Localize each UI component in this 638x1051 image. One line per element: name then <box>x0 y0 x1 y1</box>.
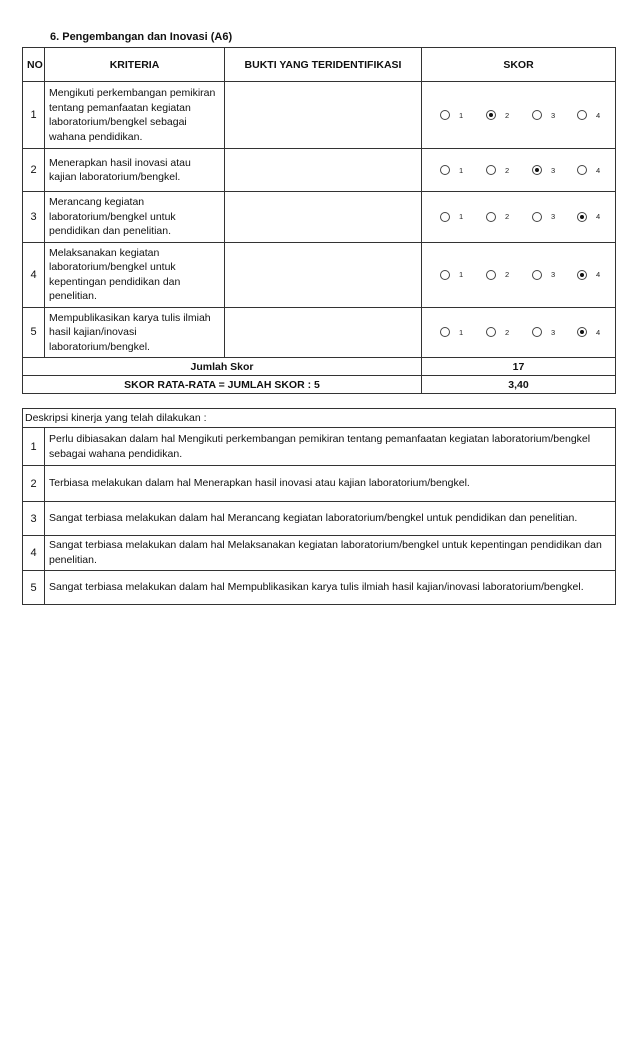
total-score-label: Jumlah Skor <box>23 358 422 376</box>
radio-button[interactable] <box>440 327 450 337</box>
score-option-label: 3 <box>551 270 556 279</box>
score-option-1[interactable] <box>440 110 463 120</box>
score-option-label: 3 <box>551 327 556 337</box>
score-option-1[interactable] <box>440 270 463 280</box>
score-option-3[interactable] <box>532 327 555 337</box>
table-row <box>23 82 616 149</box>
score-option-4[interactable] <box>577 165 600 175</box>
criteria-text: Merancang kegiatan laboratorium/bengkel untuk pendidikan dan penelitian. <box>45 192 225 243</box>
score-option-2[interactable] <box>486 212 509 222</box>
average-score-row <box>23 376 616 394</box>
section-title: 6. Pengembangan dan Inovasi (A6) <box>50 31 233 43</box>
score-option-3[interactable] <box>532 270 555 280</box>
description-row <box>23 536 616 571</box>
score-option-label: 4 <box>596 327 601 337</box>
score-option-label: 4 <box>596 165 601 175</box>
score-option-label: 2 <box>505 212 510 222</box>
description-text: Sangat terbiasa melakukan dalam hal Mempublikasikan karya tulis ilmiah hasil kajian/inovasi laboratorium/bengkel. <box>45 571 616 605</box>
description-row <box>23 571 616 605</box>
score-option-label: 1 <box>459 270 464 279</box>
criteria-text: Menerapkan hasil inovasi atau kajian laboratorium/bengkel. <box>45 149 225 192</box>
table-header-row <box>23 48 616 82</box>
score-option-2[interactable] <box>486 270 509 280</box>
description-text: Terbiasa melakukan dalam hal Menerapkan hasil inovasi atau kajian laboratorium/bengkel. <box>45 466 616 502</box>
row-number: 2 <box>23 149 45 192</box>
score-option-2[interactable] <box>486 165 509 175</box>
radio-button[interactable] <box>486 110 496 120</box>
radio-button[interactable] <box>577 110 587 120</box>
score-option-label: 4 <box>596 212 601 222</box>
table-row <box>23 149 616 192</box>
row-number: 4 <box>23 242 45 307</box>
radio-button[interactable] <box>440 110 450 120</box>
score-option-label: 3 <box>551 212 556 222</box>
description-row <box>23 502 616 536</box>
score-option-3[interactable] <box>532 110 555 120</box>
score-option-1[interactable] <box>440 212 463 222</box>
description-text: Perlu dibiasakan dalam hal Mengikuti perkembangan pemikiran tentang pemanfaatan kegiatan laboratorium/bengkel sebagai wahana pendidikan. <box>45 428 616 466</box>
radio-button[interactable] <box>440 270 450 280</box>
score-option-label: 2 <box>505 270 510 279</box>
description-text: Sangat terbiasa melakukan dalam hal Merancang kegiatan laboratorium/bengkel untuk pendidikan dan penelitian. <box>45 502 616 536</box>
score-option-3[interactable] <box>532 212 555 222</box>
table-row <box>23 242 616 307</box>
radio-button[interactable] <box>577 212 587 222</box>
radio-button[interactable] <box>532 165 542 175</box>
row-number: 1 <box>23 82 45 149</box>
score-option-label: 1 <box>459 327 464 337</box>
header-skor: SKOR <box>422 48 616 82</box>
radio-button[interactable] <box>532 212 542 222</box>
evidence-cell[interactable] <box>225 82 422 149</box>
header-kriteria: KRITERIA <box>45 48 225 82</box>
score-options <box>422 307 616 358</box>
description-row <box>23 466 616 502</box>
score-option-label: 1 <box>459 165 464 175</box>
score-options <box>422 82 616 149</box>
score-option-label: 1 <box>459 110 464 120</box>
table-row <box>23 307 616 358</box>
total-score-row <box>23 358 616 376</box>
radio-button[interactable] <box>532 327 542 337</box>
average-score-label: SKOR RATA-RATA = JUMLAH SKOR : 5 <box>23 376 422 394</box>
score-option-3[interactable] <box>532 165 555 175</box>
score-option-label: 3 <box>551 110 556 120</box>
average-score-value: 3,40 <box>422 376 616 394</box>
score-option-1[interactable] <box>440 165 463 175</box>
radio-button[interactable] <box>577 327 587 337</box>
score-option-4[interactable] <box>577 270 600 280</box>
criteria-text: Melaksanakan kegiatan laboratorium/bengkel untuk kepentingan pendidikan dan penelitian. <box>45 242 225 307</box>
radio-button[interactable] <box>440 165 450 175</box>
description-row <box>23 428 616 466</box>
radio-button[interactable] <box>577 165 587 175</box>
score-option-4[interactable] <box>577 327 600 337</box>
score-options <box>422 192 616 243</box>
criteria-text: Mengikuti perkembangan pemikiran tentang pemanfaatan kegiatan laboratorium/bengkel sebagai wahana pendidikan. <box>45 82 225 149</box>
table-row <box>23 192 616 243</box>
row-number: 3 <box>23 192 45 243</box>
description-number: 2 <box>23 466 45 502</box>
evidence-cell[interactable] <box>225 307 422 358</box>
evidence-cell[interactable] <box>225 192 422 243</box>
radio-button[interactable] <box>486 165 496 175</box>
description-header-row <box>23 409 616 428</box>
radio-button[interactable] <box>532 270 542 280</box>
description-table <box>22 408 616 605</box>
score-option-label: 2 <box>505 165 510 175</box>
score-option-4[interactable] <box>577 110 600 120</box>
radio-button[interactable] <box>486 212 496 222</box>
score-options <box>422 242 616 307</box>
radio-button[interactable] <box>440 212 450 222</box>
radio-button[interactable] <box>486 327 496 337</box>
score-options <box>422 149 616 192</box>
score-option-label: 2 <box>505 327 510 337</box>
header-no: NO <box>23 48 45 82</box>
assessment-table <box>22 47 616 394</box>
score-option-label: 4 <box>596 110 601 120</box>
score-option-label: 3 <box>551 165 556 175</box>
description-header: Deskripsi kinerja yang telah dilakukan : <box>23 409 616 428</box>
score-option-label: 2 <box>505 110 510 120</box>
description-text: Sangat terbiasa melakukan dalam hal Melaksanakan kegiatan laboratorium/bengkel untuk kepentingan pendidikan dan penelitian. <box>45 536 616 571</box>
evidence-cell[interactable] <box>225 149 422 192</box>
criteria-text: Mempublikasikan karya tulis ilmiah hasil kajian/inovasi laboratorium/bengkel. <box>45 307 225 358</box>
score-option-label: 4 <box>596 270 601 279</box>
total-score-value: 17 <box>422 358 616 376</box>
description-number: 4 <box>23 536 45 571</box>
description-number: 5 <box>23 571 45 605</box>
evidence-cell[interactable] <box>225 242 422 307</box>
score-option-label: 1 <box>459 212 464 222</box>
score-option-1[interactable] <box>440 327 463 337</box>
description-number: 3 <box>23 502 45 536</box>
score-option-2[interactable] <box>486 110 509 120</box>
description-number: 1 <box>23 428 45 466</box>
radio-button[interactable] <box>577 270 587 280</box>
row-number: 5 <box>23 307 45 358</box>
radio-button[interactable] <box>532 110 542 120</box>
header-bukti: BUKTI YANG TERIDENTIFIKASI <box>225 48 422 82</box>
score-option-4[interactable] <box>577 212 600 222</box>
radio-button[interactable] <box>486 270 496 280</box>
score-option-2[interactable] <box>486 327 509 337</box>
